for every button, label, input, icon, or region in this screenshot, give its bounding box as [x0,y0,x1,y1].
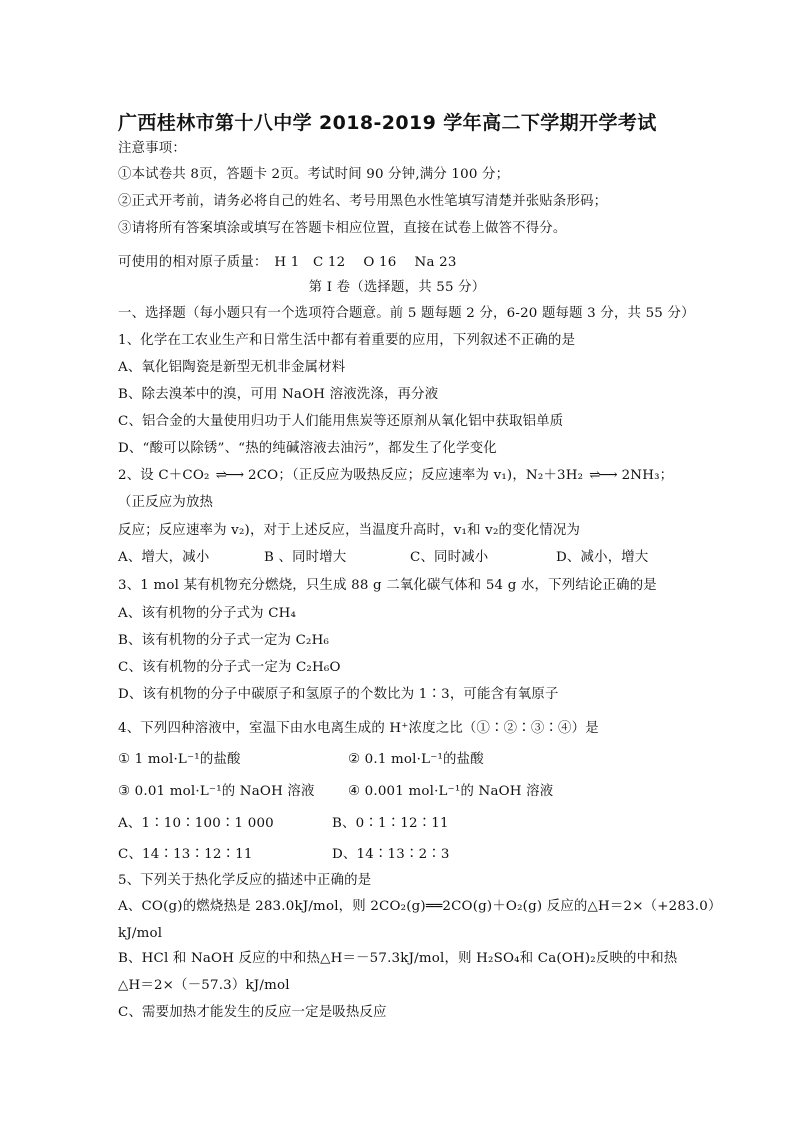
q4-option-a: A、1∶10∶100∶1 000 [118,816,274,831]
q4-options-row2 [118,846,764,864]
q3-stem: 3、1 mol 某有机物充分燃烧，只生成 88 g 二氧化碳气体和 54 g 水，下列结论正确的是 [118,578,657,593]
q5-stem: 5、下列关于热化学反应的描述中正确的是 [118,873,372,888]
q2-option-b: B 、同时增大 [264,550,347,565]
note-item-2: ②正式开考前，请务必将自己的姓名、考号用黑色水性笔填写清楚并张贴条形码； [118,194,608,209]
q5-option-a-line2: kJ/mol [118,926,163,941]
q2-reaction2-right: 2NH₃； [621,468,674,483]
note-item-3: ③请将所有答案填涂或填写在答题卡相应位置，直接在试卷上做答不得分。 [118,221,567,236]
q4-solution-3: ③ 0.01 mol·L⁻¹的 NaOH 溶液 [118,784,315,799]
q1-option-a: A、氧化铝陶瓷是新型无机非金属材料 [118,360,346,375]
q3-option-a: A、该有机物的分子式为 CH₄ [118,606,297,621]
q2-stem-line2: （正反应为放热 [118,495,214,510]
q1-stem: 1、化学在工农业生产和日常生活中都有着重要的应用，下列叙述不正确的是 [118,333,576,348]
q4-solutions-row1 [118,751,764,769]
notes-heading: 注意事项： [118,141,186,156]
q3-option-c: C、该有机物的分子式一定为 C₂H₆O [118,660,341,675]
equilibrium-arrow-icon: ⇌⟶ [215,468,243,483]
q2-reaction1-left: 2、设 C＋CO₂ [118,468,210,483]
q4-solution-2: ② 0.1 mol·L⁻¹的盐酸 [348,752,484,767]
q4-stem: 4、下列四种溶液中，室温下由水电离生成的 H⁺浓度之比（①∶②∶③∶④）是 [118,721,599,736]
q4-solutions-row2 [118,783,764,801]
section-instruction: 一、选择题（每小题只有一个选项符合题意。前 5 题每题 2 分，6-20 题每题 3 分，共 55 分） [118,306,695,321]
q2-options [118,549,764,567]
q1-option-b: B、除去溴苯中的溴，可用 NaOH 溶液洗涤，再分液 [118,387,439,402]
q5-option-a-line1: A、CO(g)的燃烧热是 283.0kJ/mol，则 2CO₂(g)══2CO(g)＋O₂(g) 反应的△H＝2×（+283.0） [118,899,722,914]
section-title: 第 I 卷（选择题，共 55 分） [308,280,486,295]
q3-option-b: B、该有机物的分子式一定为 C₂H₆ [118,633,330,648]
q2-stem-line3: 反应；反应速率为 v₂)，对于上述反应，当温度升高时，v₁和 v₂的变化情况为 [118,523,581,538]
q2-option-c: C、同时减小 [410,550,489,565]
note-item-1: ①本试卷共 8页，答题卡 2页。考试时间 90 分钟,满分 100 分； [118,167,510,182]
q1-option-d: D、“酸可以除锈”、“热的纯碱溶液去油污”，都发生了化学变化 [118,441,497,456]
q5-option-b-line1: B、HCl 和 NaOH 反应的中和热△H＝－57.3kJ/mol，则 H₂SO₄和 Ca(OH)₂反映的中和热 [118,951,678,966]
q4-solution-4: ④ 0.001 mol·L⁻¹的 NaOH 溶液 [348,784,554,799]
q3-option-d: D、该有机物的分子中碳原子和氢原子的个数比为 1∶3，可能含有氧原子 [118,687,559,702]
q4-solution-1: ① 1 mol·L⁻¹的盐酸 [118,752,241,767]
q2-option-a: A、增大，减小 [118,550,210,565]
q2-option-d: D、减小，增大 [556,550,649,565]
q4-options-row1 [118,815,764,833]
q5-option-c: C、需要加热才能发生的反应一定是吸热反应 [118,1005,387,1020]
q2-reaction1-right: 2CO；（正反应为吸热反应；反应速率为 v₁)，N₂＋3H₂ [248,468,584,483]
atomic-masses: 可使用的相对原子质量： H 1 C 12 O 16 Na 23 [118,255,457,270]
q1-option-c: C、铝合金的大量使用归功于人们能用焦炭等还原剂从氧化铝中获取铝单质 [118,414,564,429]
q4-option-d: D、14∶13∶2∶3 [332,847,450,862]
exam-title: 广西桂林市第十八中学 2018-2019 学年高二下学期开学考试 [118,112,657,134]
q4-option-b: B、0∶1∶12∶11 [332,816,449,831]
equilibrium-arrow-icon: ⇌⟶ [589,468,616,483]
q2-stem-line1 [118,467,764,485]
q5-option-b-line2: △H＝2×（－57.3）kJ/mol [118,978,290,993]
q4-option-c: C、14∶13∶12∶11 [118,847,253,862]
